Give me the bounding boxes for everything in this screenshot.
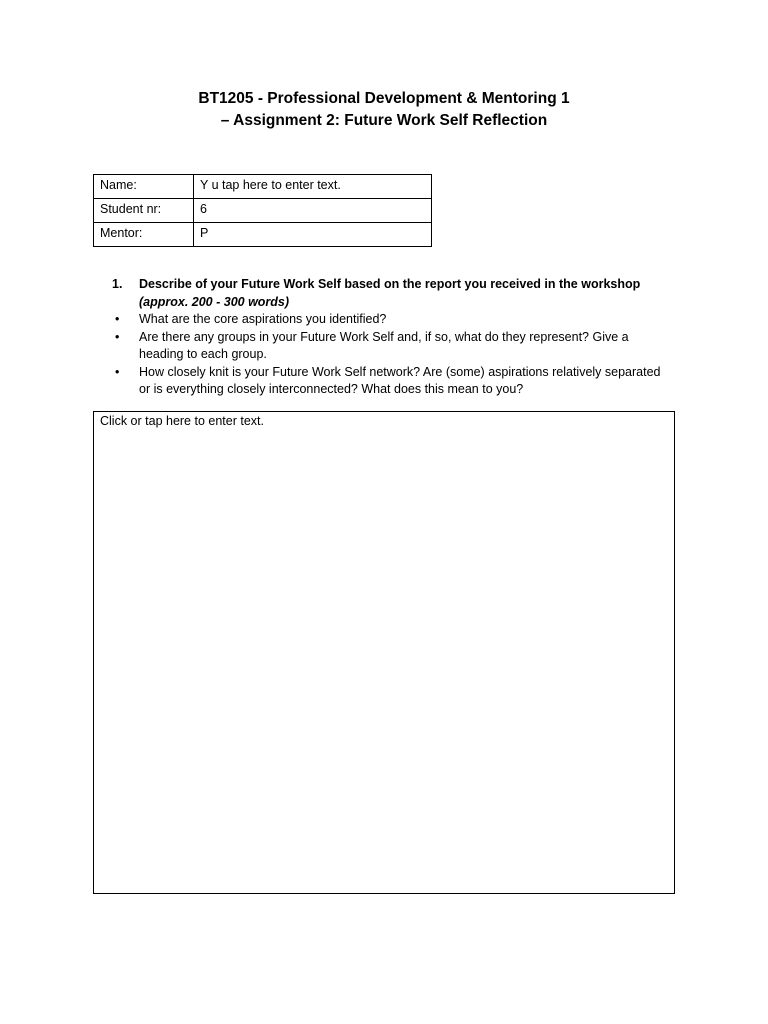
list-item xyxy=(112,311,672,329)
question-1 xyxy=(112,276,672,311)
table-row xyxy=(94,199,432,223)
name-field[interactable]: Y u tap here to enter text. xyxy=(194,175,432,199)
table-row xyxy=(94,223,432,247)
student-info-table xyxy=(93,174,432,247)
answer-placeholder: Click or tap here to enter text. xyxy=(100,414,264,428)
student-nr-field[interactable]: 6 xyxy=(194,199,432,223)
bullet-icon: • xyxy=(115,312,120,326)
question-text: Describe of your Future Work Self based on the report you received in the workshop xyxy=(139,277,641,291)
title-line-1: BT1205 - Professional Development & Mentoring 1 xyxy=(198,90,570,107)
list-item xyxy=(112,364,672,399)
question-number: 1. xyxy=(112,277,123,291)
question-word-count: (approx. 200 - 300 words) xyxy=(139,294,290,309)
question-block xyxy=(112,276,672,399)
bullet-text: What are the core aspirations you identified? xyxy=(139,312,387,326)
mentor-field[interactable]: P xyxy=(194,223,432,247)
name-label: Name: xyxy=(94,175,194,199)
bullet-icon: • xyxy=(115,329,120,344)
student-nr-label: Student nr: xyxy=(94,199,194,223)
bullet-text: Are there any groups in your Future Work Self and, if so, what do they represent? Give a heading to each group. xyxy=(139,329,629,361)
bullet-icon: • xyxy=(115,364,120,379)
list-item xyxy=(112,329,672,364)
document-title xyxy=(0,88,768,132)
answer-text-area[interactable] xyxy=(93,411,675,894)
mentor-label: Mentor: xyxy=(94,223,194,247)
bullet-text: How closely knit is your Future Work Self network? Are (some) aspirations relatively separated or is everything closely interconnected? What does this mean to you? xyxy=(139,364,661,396)
title-line-2: – Assignment 2: Future Work Self Reflection xyxy=(220,112,548,129)
table-row xyxy=(94,175,432,199)
